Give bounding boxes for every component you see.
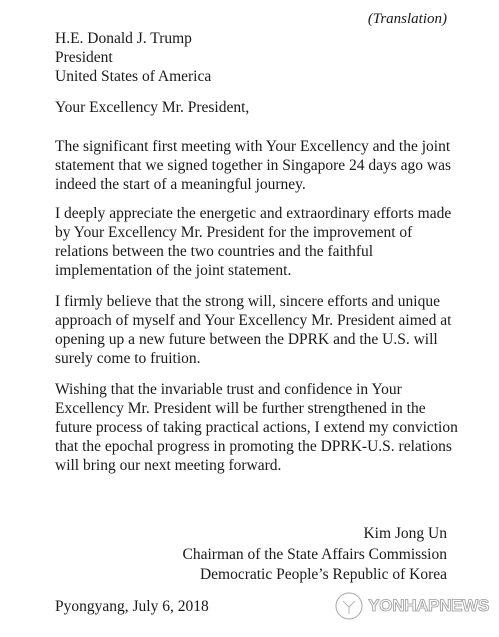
salutation: Your Excellency Mr. President, [55, 99, 250, 116]
addressee-country: United States of America [55, 68, 212, 85]
paragraph-line: will bring our next meeting forward. [55, 457, 282, 474]
paragraph-line: that the epochal progress in promoting the DPRK-U.S. relations [55, 438, 452, 455]
addressee-title: President [55, 49, 113, 66]
signatory-title: Chairman of the State Affairs Commission [182, 545, 447, 563]
paragraph-line: indeed the start of a meaningful journey. [55, 176, 306, 193]
paragraph-line: statement that we signed together in Singapore 24 days ago was [55, 157, 452, 174]
paragraph-line: implementation of the joint statement. [55, 262, 292, 279]
paragraph-line: I deeply appreciate the energetic and extraordinary efforts made [55, 205, 452, 222]
signatory-name: Kim Jong Un [363, 525, 447, 542]
yonhap-logo-icon [334, 591, 364, 621]
paragraph-line: surely come to fruition. [55, 350, 201, 367]
addressee-block [55, 29, 211, 86]
paragraph-line: Excellency Mr. President will be further strengthened in the [55, 400, 426, 417]
body-paragraph-2 [55, 204, 475, 280]
translation-note: (Translation) [367, 11, 447, 27]
body-paragraph-1 [55, 137, 475, 194]
yonhap-watermark [334, 591, 489, 621]
paragraph-line: by Your Excellency Mr. President for the improvement of [55, 224, 413, 241]
place-and-date: Pyongyang, July 6, 2018 [55, 598, 209, 615]
paragraph-line: future process of taking practical actions, I extend my conviction [55, 419, 458, 436]
paragraph-line: The significant first meeting with Your Excellency and the joint [55, 138, 451, 155]
watermark-text: YONHAPNEWS [368, 596, 489, 615]
signatory-country: Democratic People’s Republic of Korea [199, 566, 447, 583]
paragraph-line: Wishing that the invariable trust and confidence in Your [55, 381, 402, 398]
paragraph-line: approach of myself and Your Excellency Mr. President aimed at [55, 312, 452, 329]
paragraph-line: opening up a new future between the DPRK and the U.S. will [55, 331, 438, 348]
paragraph-line: relations between the two countries and the faithful [55, 243, 374, 260]
signature-block [183, 524, 447, 586]
body-paragraph-3 [55, 292, 475, 368]
paragraph-line: I firmly believe that the strong will, sincere efforts and unique [55, 293, 440, 310]
addressee-name: H.E. Donald J. Trump [55, 30, 192, 47]
body-paragraph-4 [55, 380, 475, 475]
